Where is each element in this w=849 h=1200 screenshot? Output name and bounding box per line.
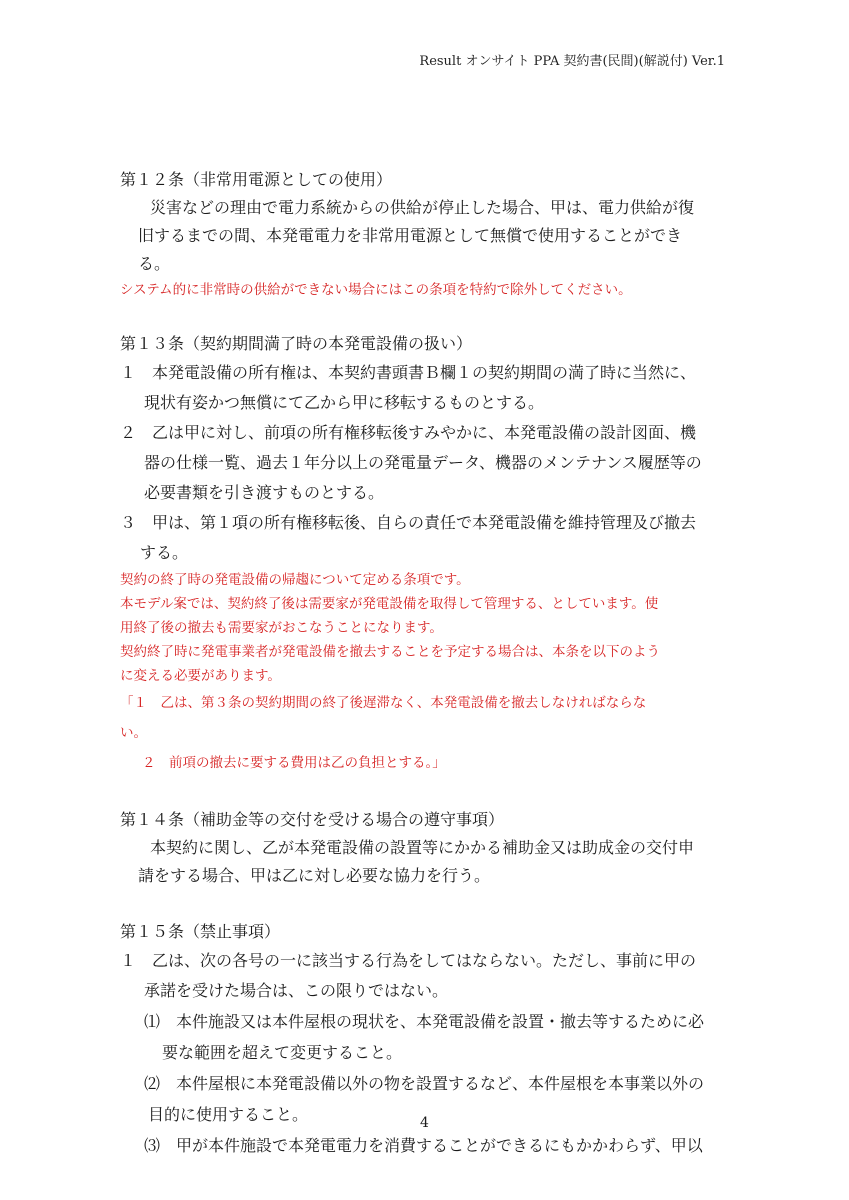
article-15-item-2-cont: 目的に使用すること。: [148, 1105, 309, 1124]
article-14-line: 本契約に関し、乙が本発電設備の設置等にかかる補助金又は助成金の交付申: [150, 838, 695, 857]
article-15-item-1-cont: 要な範囲を超えて変更すること。: [162, 1043, 403, 1062]
article-13-note: い。: [120, 725, 147, 741]
article-13-note: 本モデル案では、契約終了後は需要家が発電設備を取得して管理する、としています。使: [120, 596, 659, 612]
article-13-note: 用終了後の撤去も需要家がおこなうことになります。: [120, 620, 443, 636]
running-header: Result オンサイト PPA 契約書(民間)(解説付) Ver.1: [419, 54, 725, 69]
document-body: [120, 166, 732, 1161]
article-13-para-3: ３ 甲は、第１項の所有権移転後、自らの責任で本発電設備を維持管理及び撤去: [120, 513, 697, 532]
article-13-note: 契約の終了時の発電設備の帰趨について定める条項です。: [120, 572, 470, 588]
article-13-para-2: ２ 乙は甲に対し、前項の所有権移転後すみやかに、本発電設備の設計図面、機: [120, 423, 697, 442]
article-13-para-1: １ 本発電設備の所有権は、本契約書頭書Ｂ欄１の契約期間の満了時に当然に、: [120, 363, 697, 382]
article-13-heading: 第１３条（契約期間満了時の本発電設備の扱い）: [120, 334, 473, 353]
article-15-heading: 第１５条（禁止事項）: [120, 922, 281, 941]
page-number: 4: [420, 1115, 429, 1131]
article-13-note: ２ 前項の撤去に要する費用は乙の負担とする。」: [142, 755, 446, 771]
article-12-line: る。: [138, 254, 171, 273]
article-15-para-1-cont: 承諾を受けた場合は、この限りではない。: [144, 981, 449, 1000]
article-12-heading: 第１２条（非常用電源としての使用）: [120, 170, 393, 189]
article-13-para-2-cont: 器の仕様一覧、過去１年分以上の発電量データ、機器のメンテナンス履歴等の: [144, 453, 702, 472]
article-13-note: に変える必要があります。: [120, 668, 281, 684]
article-15-item-3: ⑶ 甲が本件施設で本発電電力を消費することができるにもかかわらず、甲以: [144, 1136, 703, 1155]
article-13-para-2-cont: 必要書類を引き渡すものとする。: [144, 483, 385, 502]
article-13-para-3-cont: する。: [140, 543, 189, 562]
article-13-note: 契約終了時に発電事業者が発電設備を撤去することを予定する場合は、本条を以下のよう: [120, 644, 660, 660]
article-12-line: 旧するまでの間、本発電電力を非常用電源として無償で使用することができ: [138, 226, 683, 245]
article-13-note: 「１ 乙は、第３条の契約期間の終了後遅滞なく、本発電設備を撤去しなければならな: [120, 695, 647, 711]
article-15-item-2: ⑵ 本件屋根に本発電設備以外の物を設置するなど、本件屋根を本事業以外の: [144, 1074, 705, 1093]
article-15-para-1: １ 乙は、次の各号の一に該当する行為をしてはならない。ただし、事前に甲の: [120, 951, 697, 970]
article-12-line: 災害などの理由で電力系統からの供給が停止した場合、甲は、電力供給が復: [150, 198, 695, 217]
article-15-item-1: ⑴ 本件施設又は本件屋根の現状を、本発電設備を設置・撤去等するために必: [144, 1012, 705, 1031]
article-12-note: システム的に非常時の供給ができない場合にはこの条項を特約で除外してください。: [120, 282, 632, 298]
article-14-line: 請をする場合、甲は乙に対し必要な協力を行う。: [138, 866, 491, 885]
article-13-para-1-cont: 現状有姿かつ無償にて乙から甲に移転するものとする。: [144, 393, 545, 412]
article-14-heading: 第１４条（補助金等の交付を受ける場合の遵守事項）: [120, 810, 505, 829]
